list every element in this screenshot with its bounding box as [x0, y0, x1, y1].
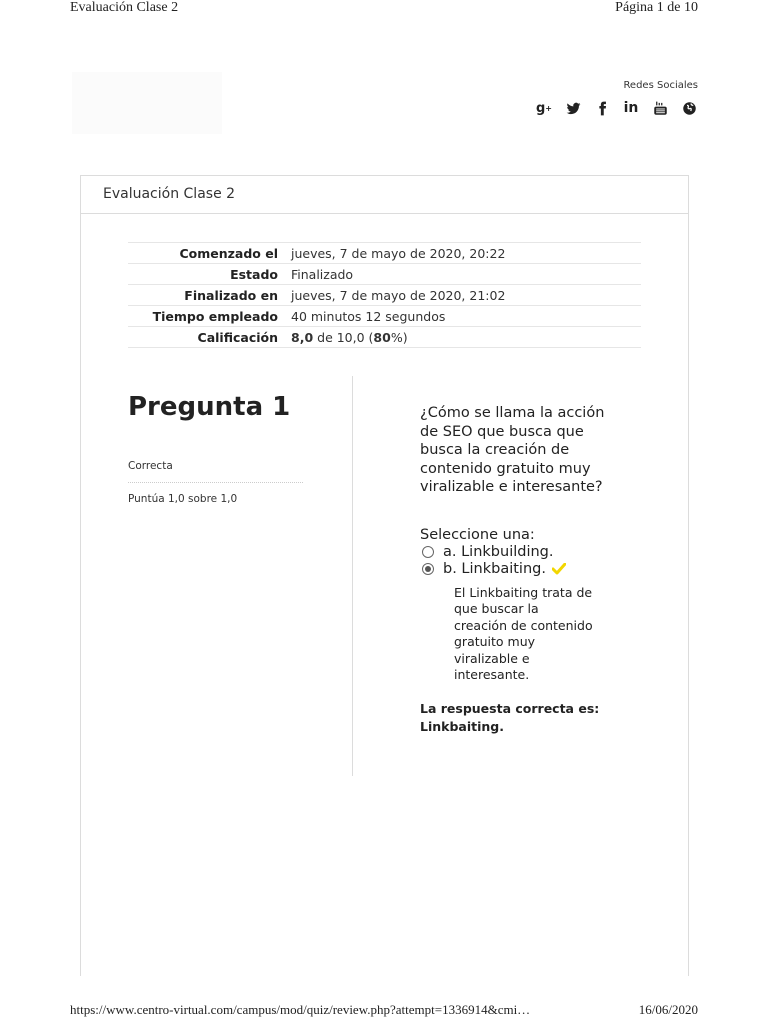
quiz-review-card: [80, 175, 689, 976]
checkmark-icon: [552, 563, 566, 575]
youtube-icon[interactable]: [651, 99, 669, 117]
grade-of: de 10,0 (: [313, 329, 374, 345]
grade-percent: 80: [373, 329, 391, 345]
summary-label: Comenzado el: [128, 243, 291, 264]
facebook-icon[interactable]: [593, 99, 611, 117]
radio-button-selected[interactable]: [422, 563, 434, 575]
summary-row: [128, 327, 641, 348]
summary-value: 40 minutos 12 segundos: [291, 306, 641, 327]
radio-button[interactable]: [422, 546, 434, 558]
print-page-number: Página 1 de 10: [615, 0, 698, 15]
answer-label: b. Linkbaiting.: [443, 560, 546, 577]
grade-value: [291, 327, 641, 348]
print-footer: [70, 1002, 698, 1022]
globe-icon[interactable]: [680, 99, 698, 117]
question-grade: Puntúa 1,0 sobre 1,0: [128, 493, 238, 505]
twitter-icon[interactable]: [564, 99, 582, 117]
card-header: [81, 176, 688, 214]
print-url: https://www.centro-virtual.com/campus/mod/quiz/review.php?attempt=1336914&cmi…: [70, 1002, 531, 1017]
summary-label: Finalizado en: [128, 285, 291, 306]
column-divider: [352, 376, 353, 776]
answer-option-b[interactable]: [420, 561, 620, 577]
grade-percent-suffix: %): [390, 329, 408, 345]
summary-row: [128, 306, 641, 327]
summary-row: [128, 264, 641, 285]
summary-label: Tiempo empleado: [128, 306, 291, 327]
summary-value: jueves, 7 de mayo de 2020, 20:22: [291, 243, 641, 264]
question-number: Pregunta 1: [128, 392, 291, 422]
google-plus-icon[interactable]: g +: [535, 100, 552, 116]
question-text: ¿Cómo se llama la acción de SEO que busca que busca la creación de contenido gratuito muy viralizable e interesante?: [420, 405, 605, 495]
summary-value: Finalizado: [291, 264, 641, 285]
card-title: Evaluación Clase 2: [103, 186, 236, 202]
summary-row: [128, 285, 641, 306]
question-info: [128, 392, 303, 505]
print-header-title: Evaluación Clase 2: [70, 0, 179, 15]
question-state: Correcta: [128, 460, 303, 483]
summary-label: Estado: [128, 264, 291, 285]
answer-option-a[interactable]: [420, 544, 620, 560]
answer-label: a. Linkbuilding.: [443, 543, 554, 560]
summary-label: Calificación: [128, 327, 291, 348]
answer-prompt: Seleccione una:: [420, 526, 535, 543]
linkedin-icon[interactable]: in: [623, 100, 639, 116]
print-header: [70, 0, 698, 20]
social-title: Redes Sociales: [623, 80, 698, 91]
social-networks: [535, 80, 698, 117]
grade-score: 8,0: [291, 329, 314, 345]
correct-answer-text: La respuesta correcta es: Linkbaiting.: [420, 700, 600, 734]
summary-row: [128, 243, 641, 264]
print-date: 16/06/2020: [638, 1002, 698, 1017]
answer-feedback: El Linkbaiting trata de que buscar la creación de contenido gratuito muy viralizable e interesante.: [454, 584, 593, 682]
question-content: [420, 404, 620, 736]
attempt-summary-table: [128, 242, 641, 348]
summary-value: jueves, 7 de mayo de 2020, 21:02: [291, 285, 641, 306]
site-logo[interactable]: [72, 72, 222, 134]
